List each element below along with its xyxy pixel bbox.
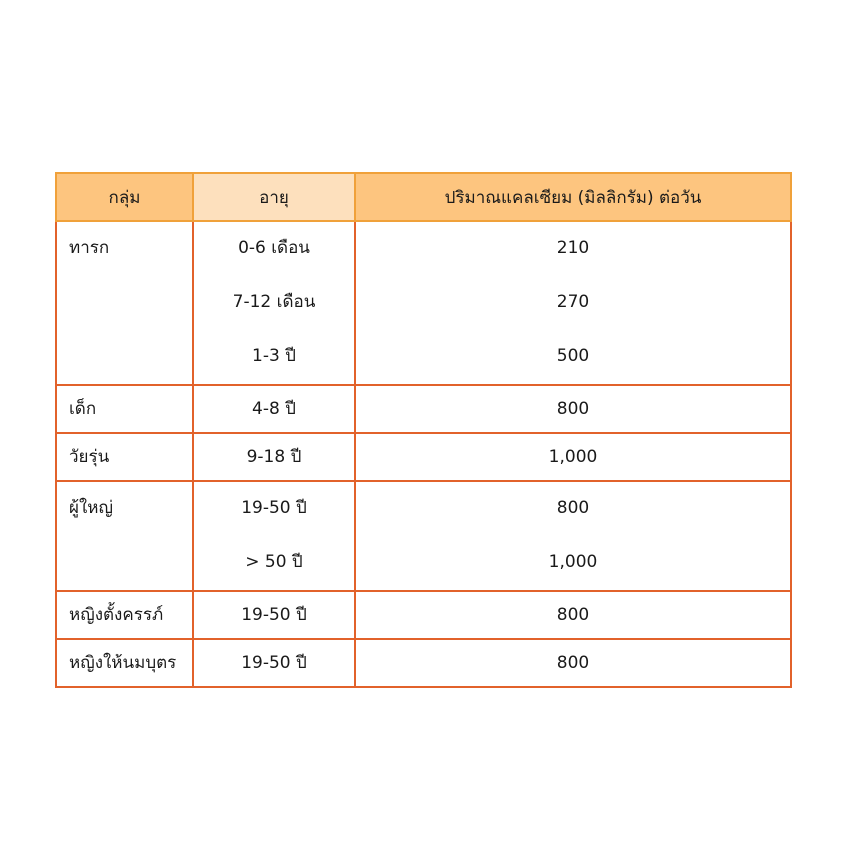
group-cell xyxy=(56,481,193,591)
amount-value: 800 xyxy=(556,653,590,673)
amount-cell xyxy=(355,481,791,591)
age-value: 19-50 ปี xyxy=(241,605,307,625)
column-header-group: กลุ่ม xyxy=(56,173,193,221)
group-label: ผู้ใหญ่ xyxy=(69,498,113,518)
amount-value: 800 xyxy=(556,605,590,625)
table-row xyxy=(56,221,791,385)
amount-value: 800 xyxy=(556,399,590,419)
age-value: 19-50 ปี xyxy=(241,653,307,673)
age-value: 1-3 ปี xyxy=(252,346,296,366)
group-label: หญิงให้นมบุตร xyxy=(69,653,177,673)
table-row xyxy=(56,433,791,481)
table-row xyxy=(56,385,791,433)
group-cell xyxy=(56,221,193,385)
age-value: 19-50 ปี xyxy=(241,498,307,518)
age-cell xyxy=(193,591,355,639)
group-label: วัยรุ่น xyxy=(69,447,110,467)
amount-value: 210 xyxy=(556,238,590,258)
group-label: ทารก xyxy=(69,238,110,258)
age-value: 4-8 ปี xyxy=(252,399,296,419)
amount-value: 800 xyxy=(556,498,590,518)
amount-value: 1,000 xyxy=(548,447,598,467)
table-row xyxy=(56,639,791,687)
amount-value: 500 xyxy=(556,346,590,366)
amount-cell xyxy=(355,385,791,433)
amount-cell xyxy=(355,433,791,481)
table-row xyxy=(56,481,791,591)
age-value: 7-12 เดือน xyxy=(232,292,316,312)
group-label: เด็ก xyxy=(69,399,97,419)
amount-value: 1,000 xyxy=(548,552,598,572)
table-row xyxy=(56,591,791,639)
amount-value: 270 xyxy=(556,292,590,312)
amount-cell xyxy=(355,221,791,385)
column-header-amount: ปริมาณแคลเซียม (มิลลิกรัม) ต่อวัน xyxy=(355,173,791,221)
group-cell xyxy=(56,385,193,433)
age-cell xyxy=(193,221,355,385)
group-cell xyxy=(56,639,193,687)
age-value: > 50 ปี xyxy=(245,552,303,572)
age-cell xyxy=(193,385,355,433)
age-cell xyxy=(193,433,355,481)
calcium-intake-table xyxy=(55,172,792,688)
amount-cell xyxy=(355,639,791,687)
age-value: 0-6 เดือน xyxy=(238,238,310,258)
table-header-row xyxy=(56,173,791,221)
age-cell xyxy=(193,639,355,687)
calcium-table-container xyxy=(55,172,790,688)
group-cell xyxy=(56,433,193,481)
age-value: 9-18 ปี xyxy=(246,447,302,467)
group-label: หญิงตั้งครรภ์ xyxy=(69,605,164,625)
group-cell xyxy=(56,591,193,639)
age-cell xyxy=(193,481,355,591)
amount-cell xyxy=(355,591,791,639)
column-header-age: อายุ xyxy=(193,173,355,221)
